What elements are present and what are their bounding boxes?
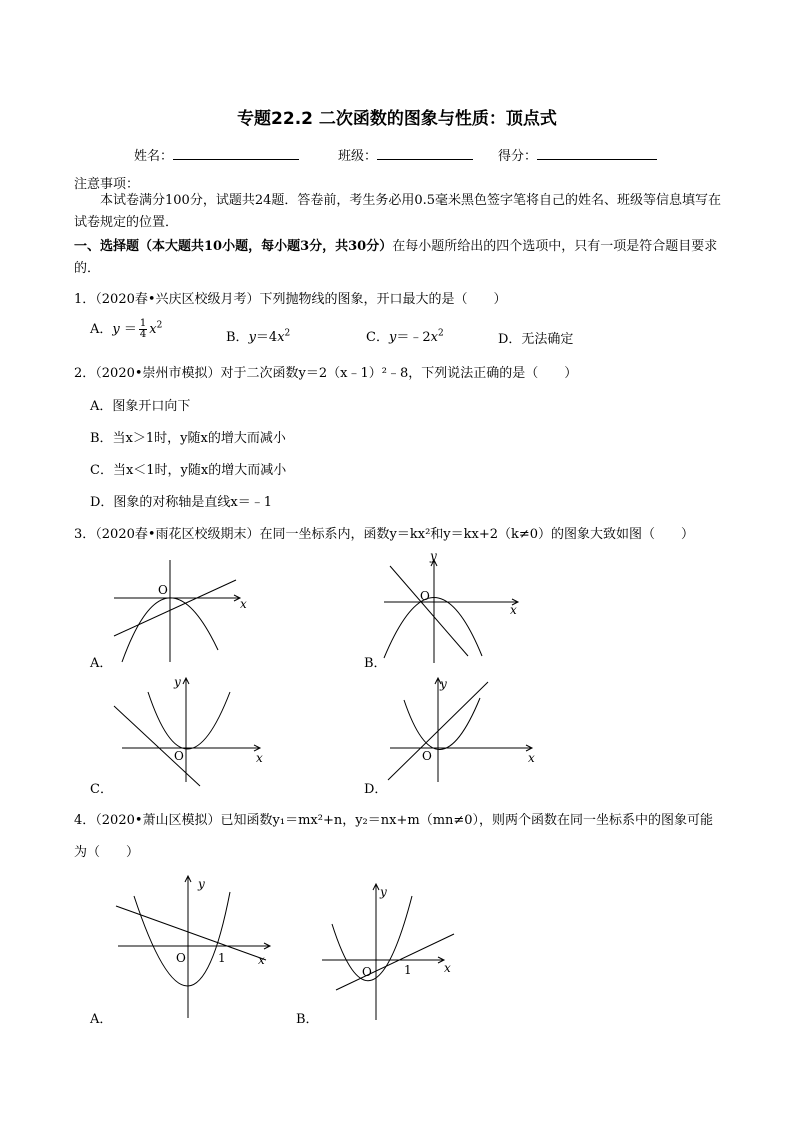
name-label: 姓名：: [134, 149, 174, 164]
q3-option-b-label[interactable]: B．: [364, 656, 387, 671]
q1-option-a[interactable]: A．y ＝ $\frac{1}{4}$ $x^2$: [90, 318, 163, 340]
tick-one-label: 1: [404, 963, 412, 977]
score-field: [498, 145, 657, 164]
y-axis-label: y: [380, 885, 387, 899]
q3-stem: 3．（2020春•雨花区校级期末）在同一坐标系内，函数y＝kx²和y＝kx+2（k≠0）的图象大致如图（ ）: [74, 527, 695, 542]
q1-option-c[interactable]: C．$y=﹣2x^2$: [366, 328, 444, 345]
notice-text: 本试卷满分100分，试题共24题．答卷前，考生务必用0.5毫米黑色签字笔将自己的姓名、班级等信息填写在试卷规定的位置．: [74, 193, 722, 230]
x-axis-label: x: [258, 953, 265, 967]
q3-option-c-label[interactable]: C．: [90, 782, 113, 797]
origin-label: O: [420, 589, 430, 603]
y-axis-label: y: [198, 877, 205, 891]
name-field: [134, 145, 299, 164]
score-blank[interactable]: [537, 147, 657, 160]
section-heading-bold: 一、选择题（本大题共10小题，每小题3分，共30分）: [74, 239, 393, 254]
notice-heading: 注意事项：: [74, 177, 140, 192]
x-axis-label: x: [256, 751, 263, 765]
q3-graph-b[interactable]: [384, 548, 544, 663]
q3-option-a-label[interactable]: A．: [90, 656, 113, 671]
q4-option-b-label[interactable]: B．: [296, 1012, 319, 1027]
q1-stem: 1．（2020春•兴庆区校级月考）下列抛物线的图象，开口最大的是（ ）: [74, 292, 507, 307]
section-heading-rest: 在每小题所给出的四个选项中，只有一项是符合题目要求的．: [74, 239, 718, 276]
origin-label: O: [174, 749, 184, 763]
q4-option-a-label[interactable]: A．: [90, 1012, 113, 1027]
q2-option-d[interactable]: D．图象的对称轴是直线x＝﹣1: [90, 495, 273, 510]
x-axis-label: x: [510, 603, 517, 617]
q1-option-d[interactable]: D．无法确定: [498, 332, 574, 347]
q2-option-b[interactable]: B．当x＞1时，y随x的增大而减小: [90, 431, 286, 446]
name-blank[interactable]: [173, 147, 299, 160]
origin-label: O: [422, 749, 432, 763]
y-axis-label: y: [174, 675, 181, 689]
origin-label: O: [362, 965, 372, 979]
q3-option-d-label[interactable]: D．: [364, 782, 388, 797]
x-axis-label: x: [240, 597, 247, 611]
q2-option-a[interactable]: A．图象开口向下: [90, 399, 191, 414]
q3-graph-d[interactable]: [386, 676, 546, 794]
origin-label: O: [176, 951, 186, 965]
x-axis-label: x: [444, 961, 451, 975]
q3-graph-c[interactable]: [112, 676, 272, 794]
class-field: [338, 145, 473, 164]
y-axis-label: y: [440, 677, 447, 691]
x-axis-label: x: [528, 751, 535, 765]
class-blank[interactable]: [377, 147, 473, 160]
q3-graph-a[interactable]: [100, 560, 260, 670]
q1-option-b[interactable]: B．$y=4x^2$: [226, 328, 291, 345]
q4-graph-a[interactable]: [112, 872, 282, 1022]
q4-graph-b[interactable]: [318, 882, 468, 1022]
y-axis-label: y: [430, 549, 437, 563]
q2-stem: 2．（2020•崇州市模拟）对于二次函数y＝2（x﹣1）²﹣8，下列说法正确的是（ ）: [74, 366, 578, 381]
q4-stem: 4．（2020•萧山区模拟）已知函数y₁＝mx²+n，y₂＝nx+m（mn≠0），则两个函数在同一坐标系中的图象可能为（ ）: [74, 813, 714, 860]
fraction-one-quarter: $\frac{1}{4}$: [139, 318, 147, 340]
tick-one-label: 1: [218, 951, 226, 965]
page-title: 专题22.2 二次函数的图象与性质：顶点式: [237, 109, 557, 129]
class-label: 班级：: [338, 149, 378, 164]
section-heading: [74, 236, 724, 280]
origin-label: O: [158, 583, 168, 597]
q2-option-c[interactable]: C．当x＜1时，y随x的增大而减小: [90, 463, 287, 478]
score-label: 得分：: [498, 149, 538, 164]
